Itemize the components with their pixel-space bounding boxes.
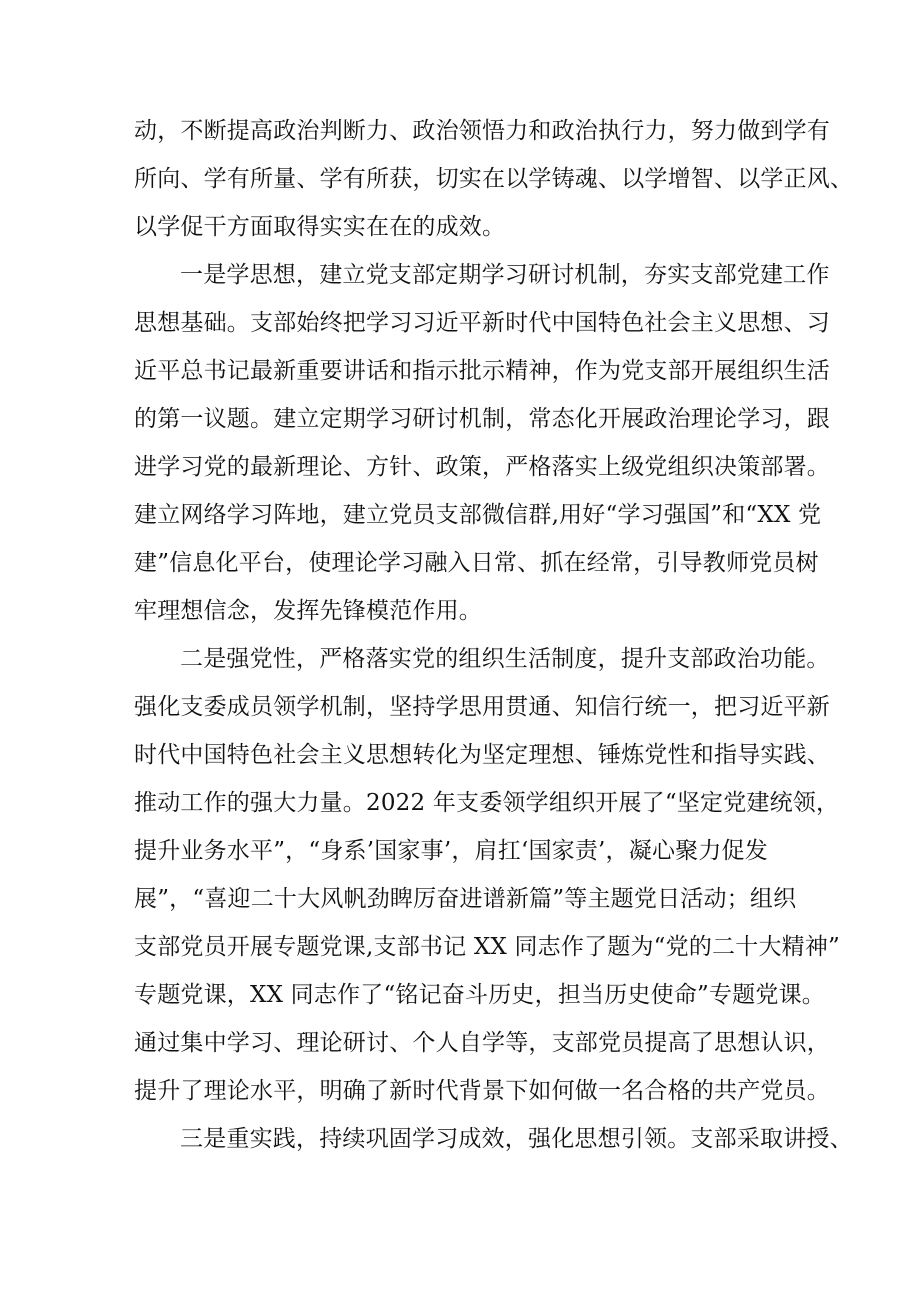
text-line: 提升了理论水平，明确了新时代背景下如何做一名合格的共产党员。: [134, 1078, 830, 1104]
text-line: 通过集中学习、理论研讨、个人自学等，支部党员提高了思想认识，: [134, 1030, 830, 1056]
text-line: 支部党员开展专题党课,支部书记 XX 同志作了题为“党的二十大精神”: [134, 934, 840, 960]
text-line: 动，不断提高政治判断力、政治领悟力和政治执行力，努力做到学有: [134, 118, 830, 144]
text-line: 以学促干方面取得实实在在的成效。: [134, 214, 506, 240]
text-line: 专题党课，XX 同志作了“铭记奋斗历史，担当历史使命”专题党课。: [134, 982, 825, 1008]
text-line: 所向、学有所量、学有所获，切实在以学铸魂、以学增智、以学正风、: [134, 166, 854, 192]
text-line: 近平总书记最新重要讲话和指示批示精神，作为党支部开展组织生活: [134, 358, 830, 384]
text-line: 的第一议题。建立定期学习研讨机制，常态化开展政治理论学习，跟: [134, 406, 830, 432]
text-line: 牢理想信念，发挥先锋模范作用。: [134, 598, 482, 624]
text-line: 时代中国特色社会主义思想转化为坚定理想、锤炼党性和指导实践、: [134, 742, 830, 768]
paragraph-first-line: 三是重实践，持续巩固学习成效，强化思想引领。支部采取讲授、: [180, 1126, 853, 1152]
text-line: 推动工作的强大力量。2022 年支委领学组织开展了“坚定党建统领，: [134, 790, 840, 816]
paragraph-first-line: 一是学思想，建立党支部定期学习研讨机制，夯实支部党建工作: [180, 262, 830, 288]
text-line: 进学习党的最新理论、方针、政策，严格落实上级党组织决策部署。: [134, 454, 830, 480]
text-line: 强化支委成员领学机制，坚持学思用贯通、知信行统一，把习近平新: [134, 694, 830, 720]
paragraph-first-line: 二是强党性，严格落实党的组织生活制度，提升支部政治功能。: [180, 646, 830, 672]
text-line: 思想基础。支部始终把学习习近平新时代中国特色社会主义思想、习: [134, 310, 830, 336]
text-line: 建立网络学习阵地，建立党员支部微信群,用好“学习强国”和“XX 党: [134, 502, 822, 528]
text-line: 提升业务水平”，“身系’国家事’，肩扛‘国家责’，凝心聚力促发: [134, 838, 768, 864]
text-line: 建”信息化平台，使理论学习融入日常、抓在经常，引导教师党员树: [134, 550, 819, 576]
text-line: 展”，“喜迎二十大风帆劲睥厉奋进谱新篇”等主题党日活动；组织: [134, 886, 797, 912]
